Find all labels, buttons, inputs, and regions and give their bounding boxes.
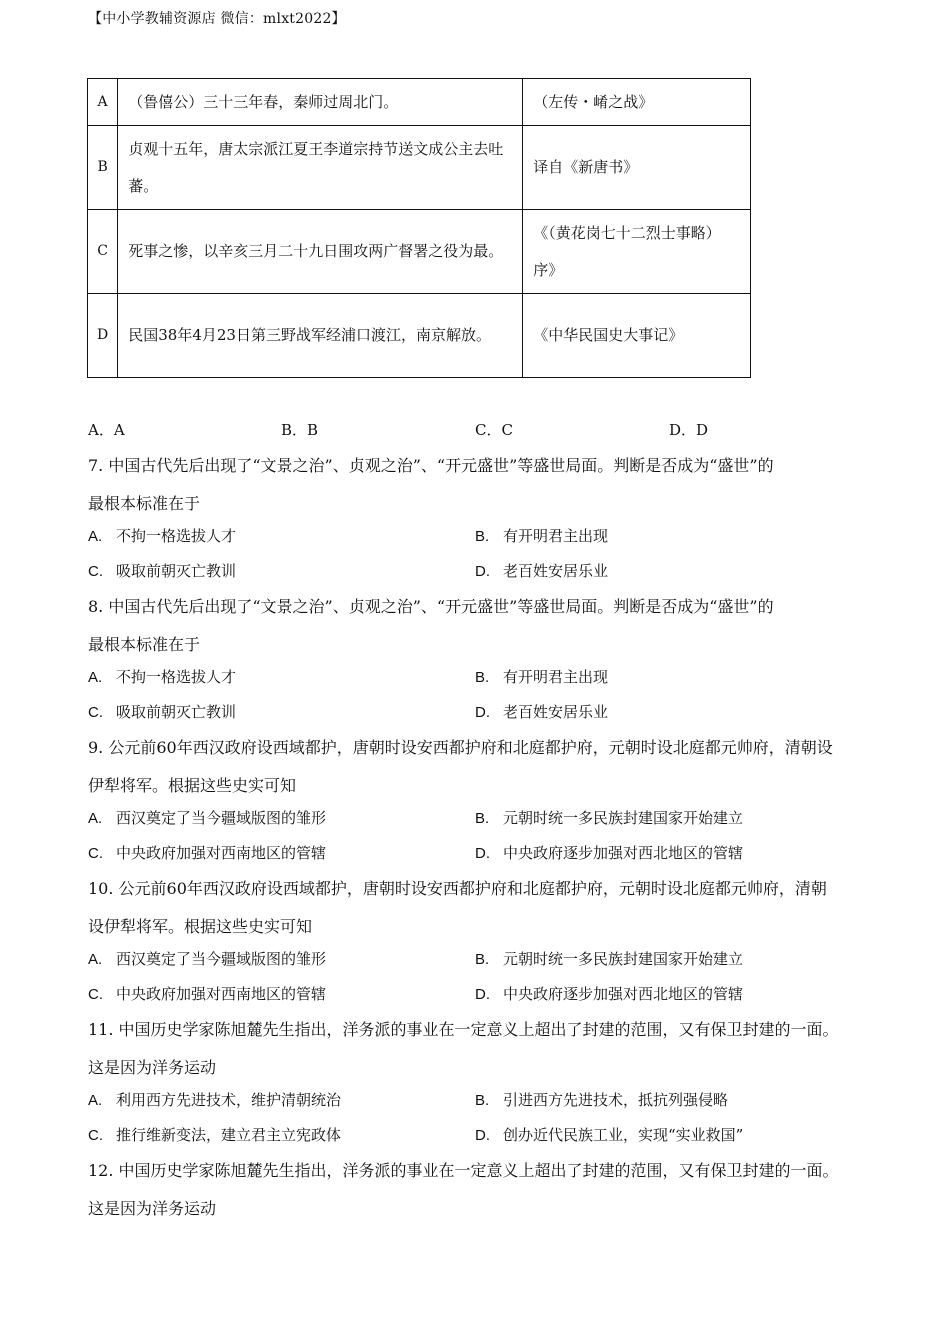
option-letter: C. (88, 845, 103, 862)
question-11-option-a[interactable] (88, 1089, 341, 1110)
option-letter: B. (475, 669, 490, 686)
option-text: 中央政府逐步加强对西北地区的管辖 (503, 844, 744, 862)
row-source: 《中华民国史大事记》 (523, 294, 751, 378)
option-letter: A. (88, 951, 103, 968)
row-text: 贞观十五年，唐太宗派江夏王李道宗持节送文成公主去吐蕃。 (118, 126, 523, 210)
question-10-option-c[interactable] (88, 983, 326, 1004)
option-letter: B. (475, 810, 490, 827)
question-stem-line: 7. 中国古代先后出现了“文景之治”、贞观之治”、“开元盛世”等盛世局面。判断是否成为“盛世”的 (88, 456, 774, 475)
option-text: 中央政府逐步加强对西北地区的管辖 (503, 985, 744, 1003)
question-10-option-b[interactable] (475, 948, 743, 969)
option-text: 引进西方先进技术，抵抗列强侵略 (503, 1091, 729, 1109)
question-11-option-c[interactable] (88, 1124, 341, 1145)
row-source: 译自《新唐书》 (523, 126, 751, 210)
option-text: 有开明君主出现 (503, 668, 609, 686)
question-11-stem (88, 1011, 868, 1087)
option-text: 西汉奠定了当今疆域版图的雏形 (116, 809, 327, 827)
question-10-option-a[interactable] (88, 948, 326, 969)
option-letter: B. (475, 951, 490, 968)
question-11-option-b[interactable] (475, 1089, 728, 1110)
question-10-option-d[interactable] (475, 983, 743, 1004)
q6-option-b[interactable]: B．B (281, 421, 319, 439)
question-11-option-d[interactable] (475, 1124, 743, 1145)
option-text: 老百姓安居乐业 (503, 703, 609, 721)
row-text: （鲁僖公）三十三年春，秦师过周北门。 (118, 79, 523, 126)
question-stem-line: 9. 公元前60年西汉政府设西域都护，唐朝时设安西都护府和北庭都护府，元朝时设北庭都元帅府，清朝设 (88, 738, 833, 757)
option-text: 有开明君主出现 (503, 527, 609, 545)
question-12-stem (88, 1152, 868, 1228)
option-letter: D. (475, 1127, 490, 1144)
question-stem-line: 11. 中国历史学家陈旭麓先生指出，洋务派的事业在一定意义上超出了封建的范围，又有保卫封建的一面。 (88, 1020, 839, 1039)
option-letter: D. (475, 986, 490, 1003)
row-source: 《（黄花岗七十二烈士事略）序》 (523, 210, 751, 294)
option-text: 不拘一格选拔人才 (116, 668, 237, 686)
question-8-option-b[interactable] (475, 666, 608, 687)
question-stem-line: 8. 中国古代先后出现了“文景之治”、贞观之治”、“开元盛世”等盛世局面。判断是否成为“盛世”的 (88, 597, 774, 616)
option-letter: A. (88, 669, 103, 686)
option-letter: C. (88, 1127, 103, 1144)
option-text: 利用西方先进技术，维护清朝统治 (116, 1091, 342, 1109)
table-row (88, 126, 751, 210)
question-7-option-a[interactable] (88, 525, 236, 546)
question-stem-line: 10. 公元前60年西汉政府设西域都护，唐朝时设安西都护府和北庭都护府，元朝时设北庭都元帅府，清朝 (88, 879, 827, 898)
question-stem-line: 12. 中国历史学家陈旭麓先生指出，洋务派的事业在一定意义上超出了封建的范围，又有保卫封建的一面。 (88, 1161, 839, 1180)
option-text: 中央政府加强对西南地区的管辖 (116, 844, 327, 862)
option-text: 推行维新变法，建立君主立宪政体 (116, 1126, 342, 1144)
question-stem-line: 最根本标准在于 (88, 494, 201, 513)
option-letter: B. (475, 1092, 490, 1109)
option-letter: A. (88, 1092, 103, 1109)
question-9-stem (88, 729, 868, 805)
question-7-option-b[interactable] (475, 525, 608, 546)
question-9-option-a[interactable] (88, 807, 326, 828)
question-8-option-d[interactable] (475, 701, 608, 722)
question-9-option-b[interactable] (475, 807, 743, 828)
question-stem-line: 这是因为洋务运动 (88, 1058, 217, 1077)
question-stem-line: 伊犁将军。根据这些史实可知 (88, 776, 297, 795)
option-text: 不拘一格选拔人才 (116, 527, 237, 545)
table-row (88, 79, 751, 126)
row-label: C (88, 210, 118, 294)
option-text: 老百姓安居乐业 (503, 562, 609, 580)
question-9-option-c[interactable] (88, 842, 326, 863)
q6-option-c[interactable]: C．C (475, 421, 513, 439)
question-7-option-c[interactable] (88, 560, 236, 581)
option-letter: C. (88, 986, 103, 1003)
question-8-stem (88, 588, 868, 664)
option-letter: D. (475, 845, 490, 862)
row-source: （左传・崤之战》 (523, 79, 751, 126)
row-label: D (88, 294, 118, 378)
option-letter: B. (475, 528, 490, 545)
q6-option-d[interactable]: D．D (669, 421, 709, 439)
option-letter: C. (88, 704, 103, 721)
option-text: 元朝时统一多民族封建国家开始建立 (503, 809, 744, 827)
question-7-option-d[interactable] (475, 560, 608, 581)
q6-option-a[interactable]: A．A (88, 421, 125, 439)
option-text: 中央政府加强对西南地区的管辖 (116, 985, 327, 1003)
page-header: 【中小学教辅资源店 微信：mlxt2022】 (88, 11, 346, 27)
option-text: 吸取前朝灭亡教训 (116, 703, 237, 721)
question-7-stem (88, 447, 868, 523)
option-text: 创办近代民族工业，实现“实业救国” (503, 1126, 744, 1144)
option-text: 元朝时统一多民族封建国家开始建立 (503, 950, 744, 968)
table-row (88, 210, 751, 294)
option-letter: D. (475, 563, 490, 580)
question-8-option-a[interactable] (88, 666, 236, 687)
option-letter: D. (475, 704, 490, 721)
source-table (87, 78, 751, 378)
question-9-option-d[interactable] (475, 842, 743, 863)
question-stem-line: 这是因为洋务运动 (88, 1199, 217, 1218)
option-letter: C. (88, 563, 103, 580)
row-label: B (88, 126, 118, 210)
question-8-option-c[interactable] (88, 701, 236, 722)
row-text: 民国38年4月23日第三野战军经浦口渡江，南京解放。 (118, 294, 523, 378)
table-row (88, 294, 751, 378)
row-text: 死事之惨，以辛亥三月二十九日围攻两广督署之役为最。 (118, 210, 523, 294)
option-text: 西汉奠定了当今疆域版图的雏形 (116, 950, 327, 968)
option-text: 吸取前朝灭亡教训 (116, 562, 237, 580)
question-stem-line: 最根本标准在于 (88, 635, 201, 654)
question-10-stem (88, 870, 868, 946)
question-stem-line: 设伊犁将军。根据这些史实可知 (88, 917, 313, 936)
option-letter: A. (88, 528, 103, 545)
option-letter: A. (88, 810, 103, 827)
row-label: A (88, 79, 118, 126)
